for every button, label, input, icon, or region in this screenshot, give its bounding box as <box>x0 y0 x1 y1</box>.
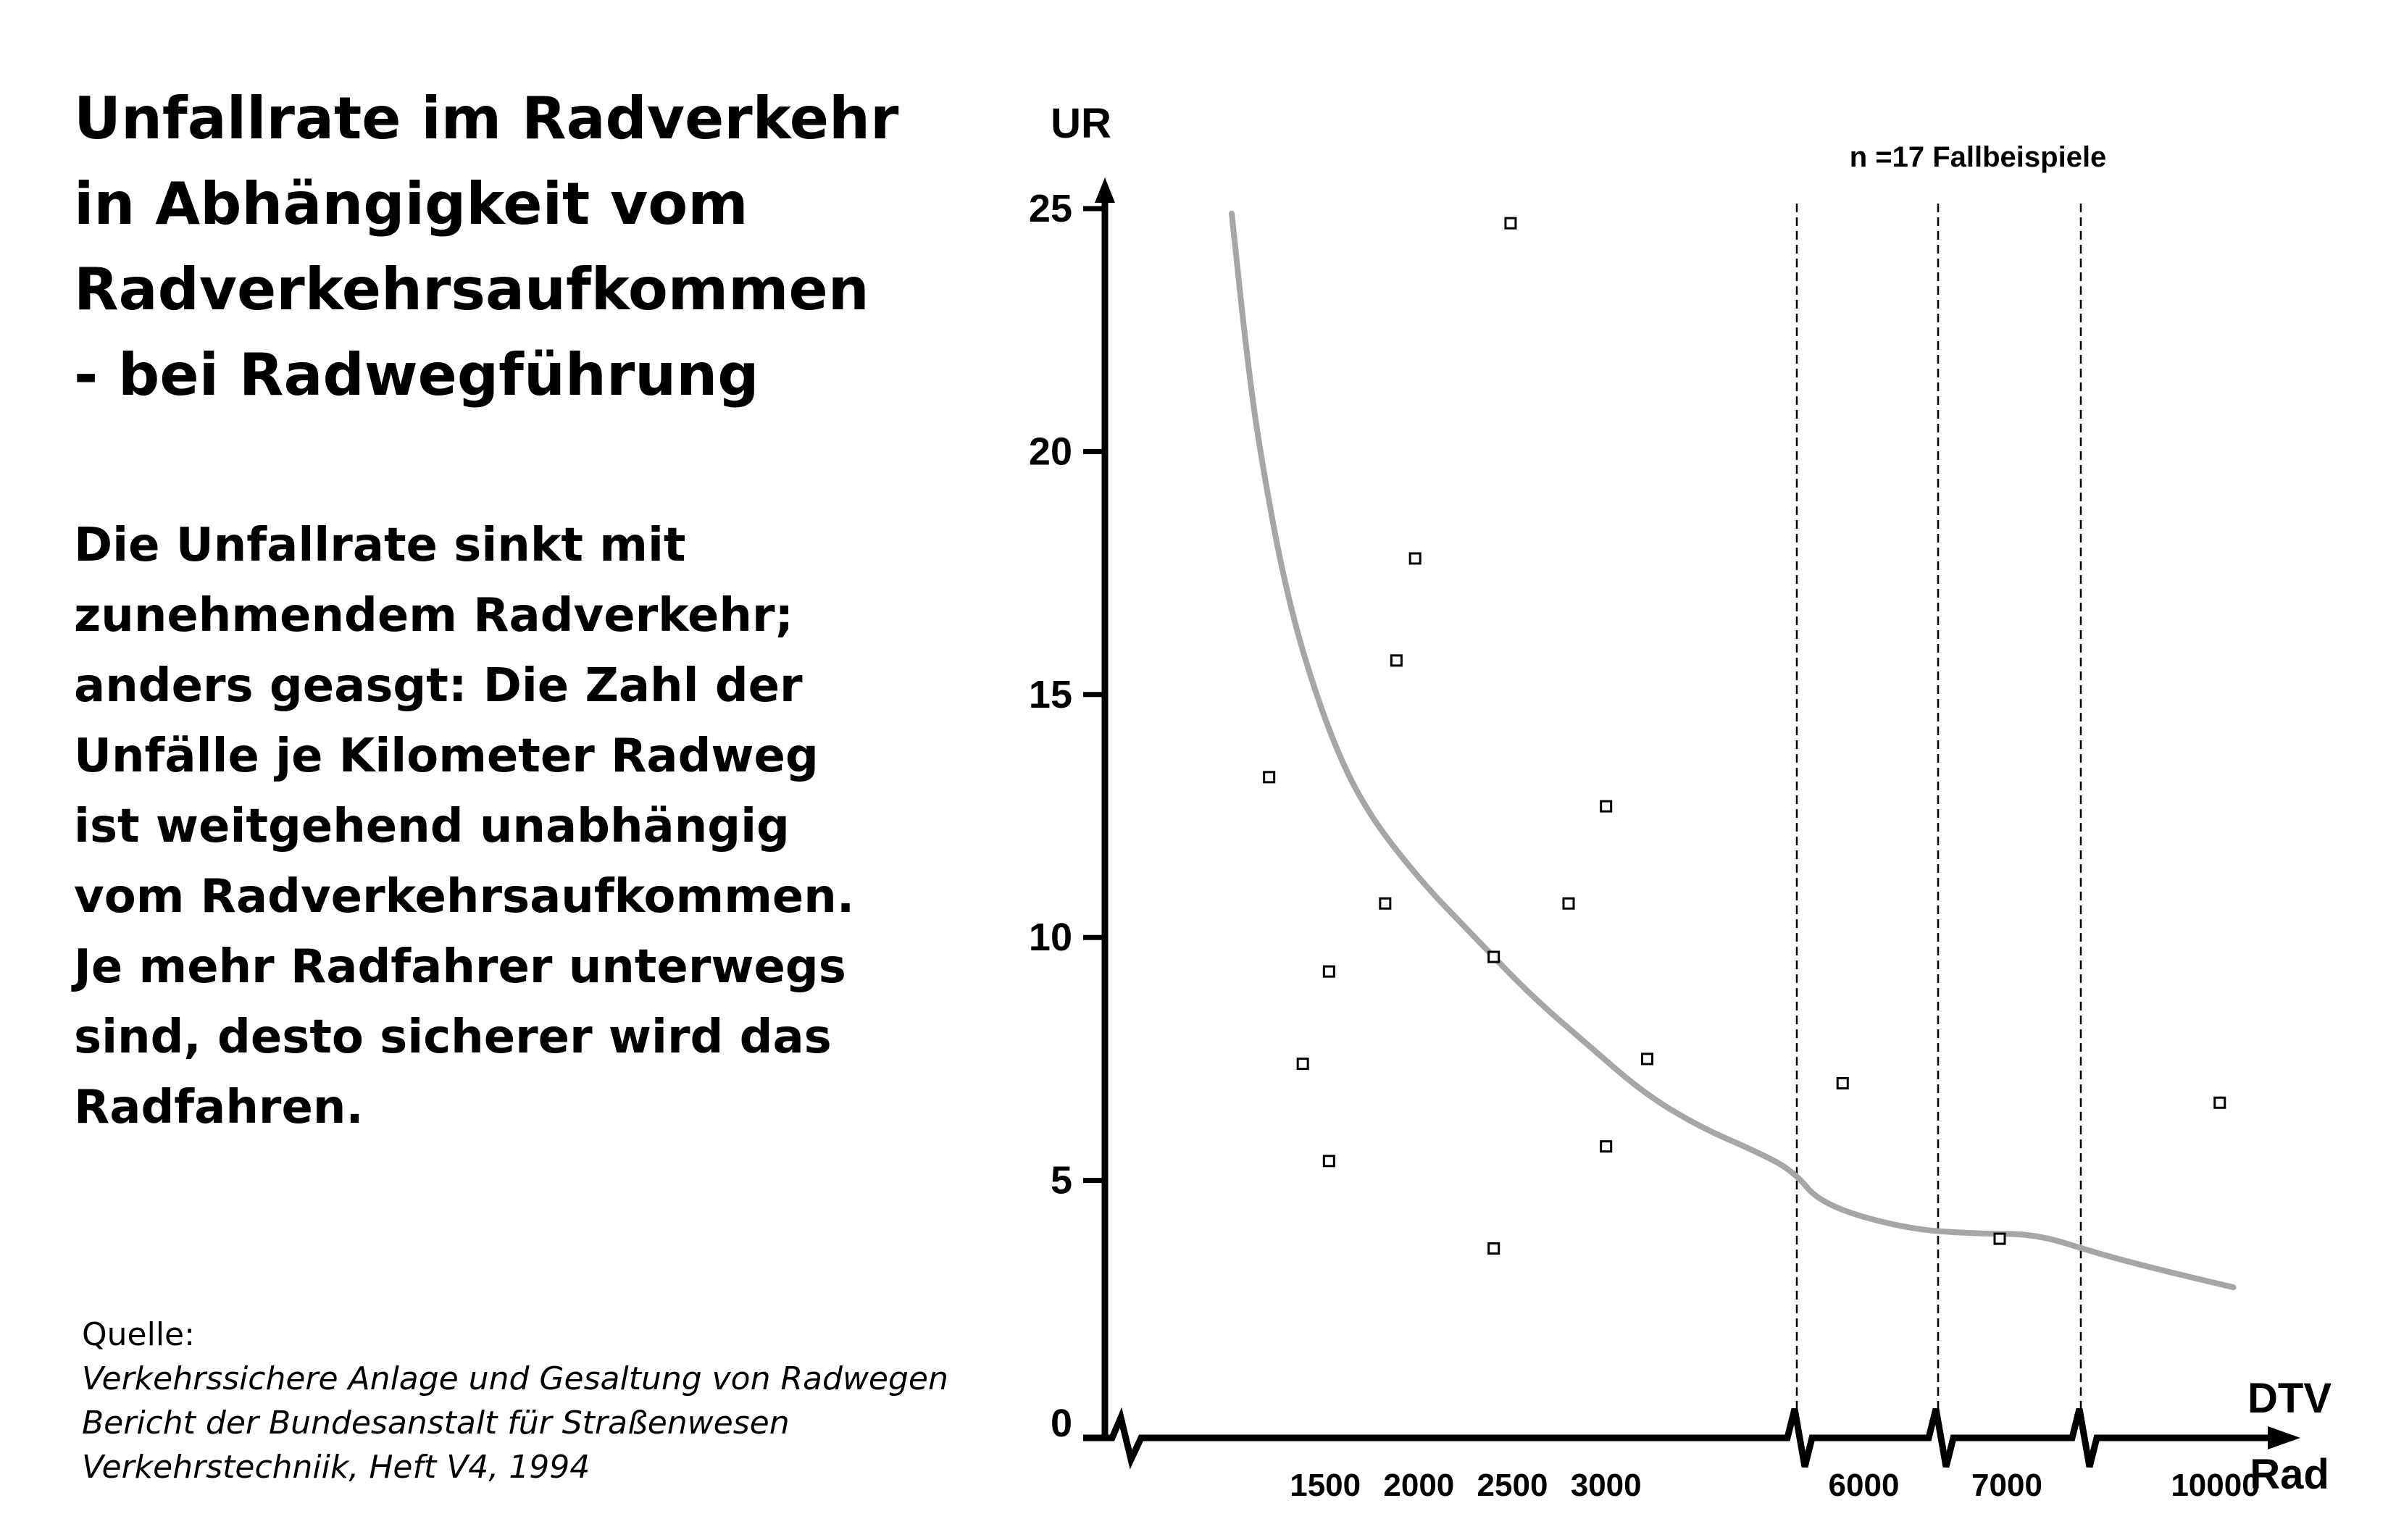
description-line: anders geasgt: Die Zahl der <box>74 659 803 713</box>
data-point <box>1506 218 1516 228</box>
title-line: - bei Radwegführung <box>74 341 759 409</box>
scatter-chart <box>971 80 2347 1521</box>
y-tick-label: 5 <box>1050 1158 1072 1202</box>
source-line: Verkehrstechniik, Heft V4, 1994 <box>82 1449 590 1486</box>
description-line: Je mehr Radfahrer unterwegs <box>74 940 846 994</box>
data-point <box>1391 656 1401 666</box>
description-line: sind, desto sicherer wird das <box>74 1010 832 1064</box>
x-tick-label: 1500 <box>1290 1468 1361 1503</box>
y-axis-label: UR <box>1051 100 1111 147</box>
x-tick-label: 10000 <box>2171 1468 2260 1503</box>
title-line: Radverkehrsaufkommen <box>74 256 869 323</box>
y-tick-label: 15 <box>1028 672 1072 716</box>
data-point <box>1601 1142 1611 1152</box>
source-citation <box>82 1313 1024 1489</box>
y-tick-label: 0 <box>1050 1402 1072 1445</box>
data-point <box>1264 772 1274 782</box>
data-point <box>1995 1234 2005 1244</box>
data-point <box>1642 1054 1653 1064</box>
source-line: Verkehrssichere Anlage und Gesaltung von Radwegen <box>82 1360 948 1397</box>
data-point <box>1324 1156 1334 1166</box>
data-point <box>1489 952 1499 962</box>
x-tick-label: 3000 <box>1570 1468 1642 1503</box>
data-point <box>1837 1078 1848 1088</box>
description-line: zunehmendem Radverkehr; <box>74 589 794 643</box>
x-tick-label: 6000 <box>1828 1468 1900 1503</box>
description-line: Die Unfallrate sinkt mit <box>74 519 686 572</box>
x-axis-label: DTV <box>2247 1375 2332 1422</box>
description-line: Unfälle je Kilometer Radweg <box>74 729 819 783</box>
trend-curve <box>1232 214 2234 1287</box>
data-point <box>1410 553 1420 564</box>
x-tick-label: 2500 <box>1477 1468 1548 1503</box>
title-line: in Abhängigkeit vom <box>74 170 748 238</box>
y-axis-arrow <box>1095 177 1115 203</box>
data-point <box>1298 1059 1308 1069</box>
source-label: Quelle: <box>82 1316 195 1353</box>
description-line: Radfahren. <box>74 1081 364 1134</box>
title-line: Unfallrate im Radverkehr <box>74 85 899 152</box>
data-point <box>1489 1244 1499 1254</box>
x-tick-label: 7000 <box>1971 1468 2042 1503</box>
x-tick-label: 2000 <box>1383 1468 1455 1503</box>
y-tick-label: 10 <box>1028 916 1072 960</box>
data-point <box>1601 801 1611 811</box>
source-line: Bericht der Bundesanstalt für Straßenwesen <box>82 1405 790 1441</box>
y-tick-label: 20 <box>1028 430 1072 474</box>
description <box>74 511 980 1143</box>
x-axis-arrow <box>2268 1426 2300 1449</box>
y-tick-label: 25 <box>1028 187 1072 230</box>
x-axis-line <box>1083 1409 2271 1467</box>
data-point <box>1380 898 1390 908</box>
description-line: vom Radverkehrsaufkommen. <box>74 870 855 924</box>
data-point <box>1324 966 1334 976</box>
description-line: ist weitgehend unabhängig <box>74 800 790 853</box>
sample-size-annotation: n =17 Fallbeispiele <box>1849 141 2107 173</box>
page-title <box>74 76 980 418</box>
data-point <box>1564 898 1574 908</box>
x-axis-label-secondary: Rad <box>2250 1451 2329 1498</box>
data-point <box>2215 1097 2225 1108</box>
